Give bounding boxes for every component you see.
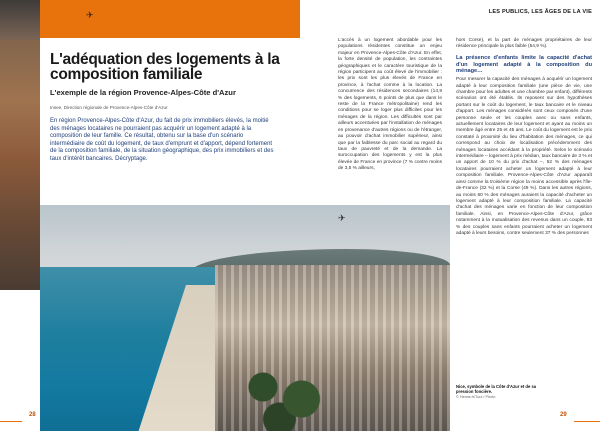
text-column-2: [456, 38, 592, 237]
footer-rule-left: [0, 421, 22, 422]
photo-credit: © Hemis.fr/Tuul / Photo: [456, 395, 496, 400]
article-title: L'adéquation des logements à la composition familiale: [50, 51, 280, 83]
photo-trees: [230, 355, 340, 431]
section-heading: La présence d'enfants limite la capacité d'achat d'un logement adapté à la composition du ménage…: [456, 54, 592, 75]
section-label: LES PUBLICS, LES ÂGES DE LA VIE: [488, 9, 592, 15]
header-band: [0, 0, 300, 38]
article-subtitle: L'exemple de la région Provence-Alpes-Côte d'Azur: [50, 88, 236, 97]
page-number-right: 29: [560, 412, 567, 418]
column-2-intro: hors Corse), et la part de ménages propriétaires de leur résidence principale la plus faible (54,9 %).: [456, 38, 592, 50]
footer-rule-right: [574, 421, 600, 422]
article-lead: En région Provence-Alpes-Côte d'Azur, du fait de prix immobiliers élevés, la moitié des ménages locataires ne pourraient pas acquérir un logement adapté à la composition de leur famille. Ce résultat, obtenu sur la base d'un scénario intermédiaire de coût du logement, de taux d'emprunt et d'apport, dépend fortement de la composition familiale, de la situation géographique, des prix immobiliers et des taux d'intérêt bancaires. Décryptage.: [50, 118, 274, 162]
article-author: Insee, Direction régionale de Provence-Alpes-Côte d'Azur: [50, 105, 168, 110]
text-column-1: L'accès à un logement abordable pour les populations résidentes constitue un enjeu majeur en Provence-Alpes-Côte d'Azur. En effet, la forte densité de population, les contraintes géographiques et le caractère touristique de la région participent au coût élevé de l'immobilier : les prix sont les plus élevés de France en province, à l'achat comme à la location. La concurrence des résidences secondaires (14,9 % des logements, 6 points de plus que dans le reste de la France métropolitaine) rend les conditions pour se loger plus difficiles pour les ménages de la région. Les difficultés sont par ailleurs accentuées par l'installation de ménages en provenance d'autres régions ou de l'étranger, au pouvoir d'achat immobilier supérieur, ainsi que par la faiblesse du parc social au regard du taux de pauvreté et de la demande. La suroccupation des logements y est la plus élevée de France en province (7 % contre moins de 3,5 % ailleurs,: [338, 38, 442, 172]
photo-caption: [456, 384, 546, 401]
plane-icon: ✈: [338, 213, 346, 223]
page-number-left: 28: [29, 412, 36, 418]
caption-title: Nice, symbole de la Côte d'Azur et de sa pression foncière.: [456, 384, 537, 395]
plane-icon: ✈: [86, 10, 94, 20]
panorama-photo: [40, 205, 450, 431]
column-2-body: Pour mesurer la capacité des ménages à acquérir un logement adapté à leur composition familiale (une pièce de vie, une chambre pour les adultes et une chambre par enfant), différents scénarios ont été établis. Ils reposent sur des hypothèses portant sur le coût du logement, le taux bancaire et le niveau d'apport. Les ménages considérés sont ceux composés d'une personne seule et les couples avec ou sans enfants, actuellement locataires de leur logement et ayant au moins un membre âgé entre 25 et 45 ans. Le coût du logement est le prix constaté à proximité du lieu d'habitation des ménages, ce qui correspond au choix de localisation précédemment des ménages locataires accédant à la propriété. Selon le scénario intermédiaire – logement à prix médian, taux bancaire de 3 % et un apport de 10 % du prix d'achat –, 52 % des ménages locataires pourraient acheter un logement adapté à leur composition familiale. Provence-Alpes-Côte d'Azur apparaît ainsi comme la troisième région la moins accessible après l'Île-de-France (32 %) et la Corse (49 %). Dans les autres régions, au moins 60 % des ménages auraient la capacité d'acheter un logement adapté à leur composition familiale. La capacité d'achat des ménages varie en fonction de leur composition familiale. Ainsi, en Provence-Alpes-Côte d'Azur, grâce notamment à la mutualisation des revenus dans un couple, 83 % des couples sans enfants pourraient acheter un logement adapté à leurs besoins, contre seulement 37 % des personnes: [456, 77, 592, 236]
side-photo: [0, 0, 40, 290]
